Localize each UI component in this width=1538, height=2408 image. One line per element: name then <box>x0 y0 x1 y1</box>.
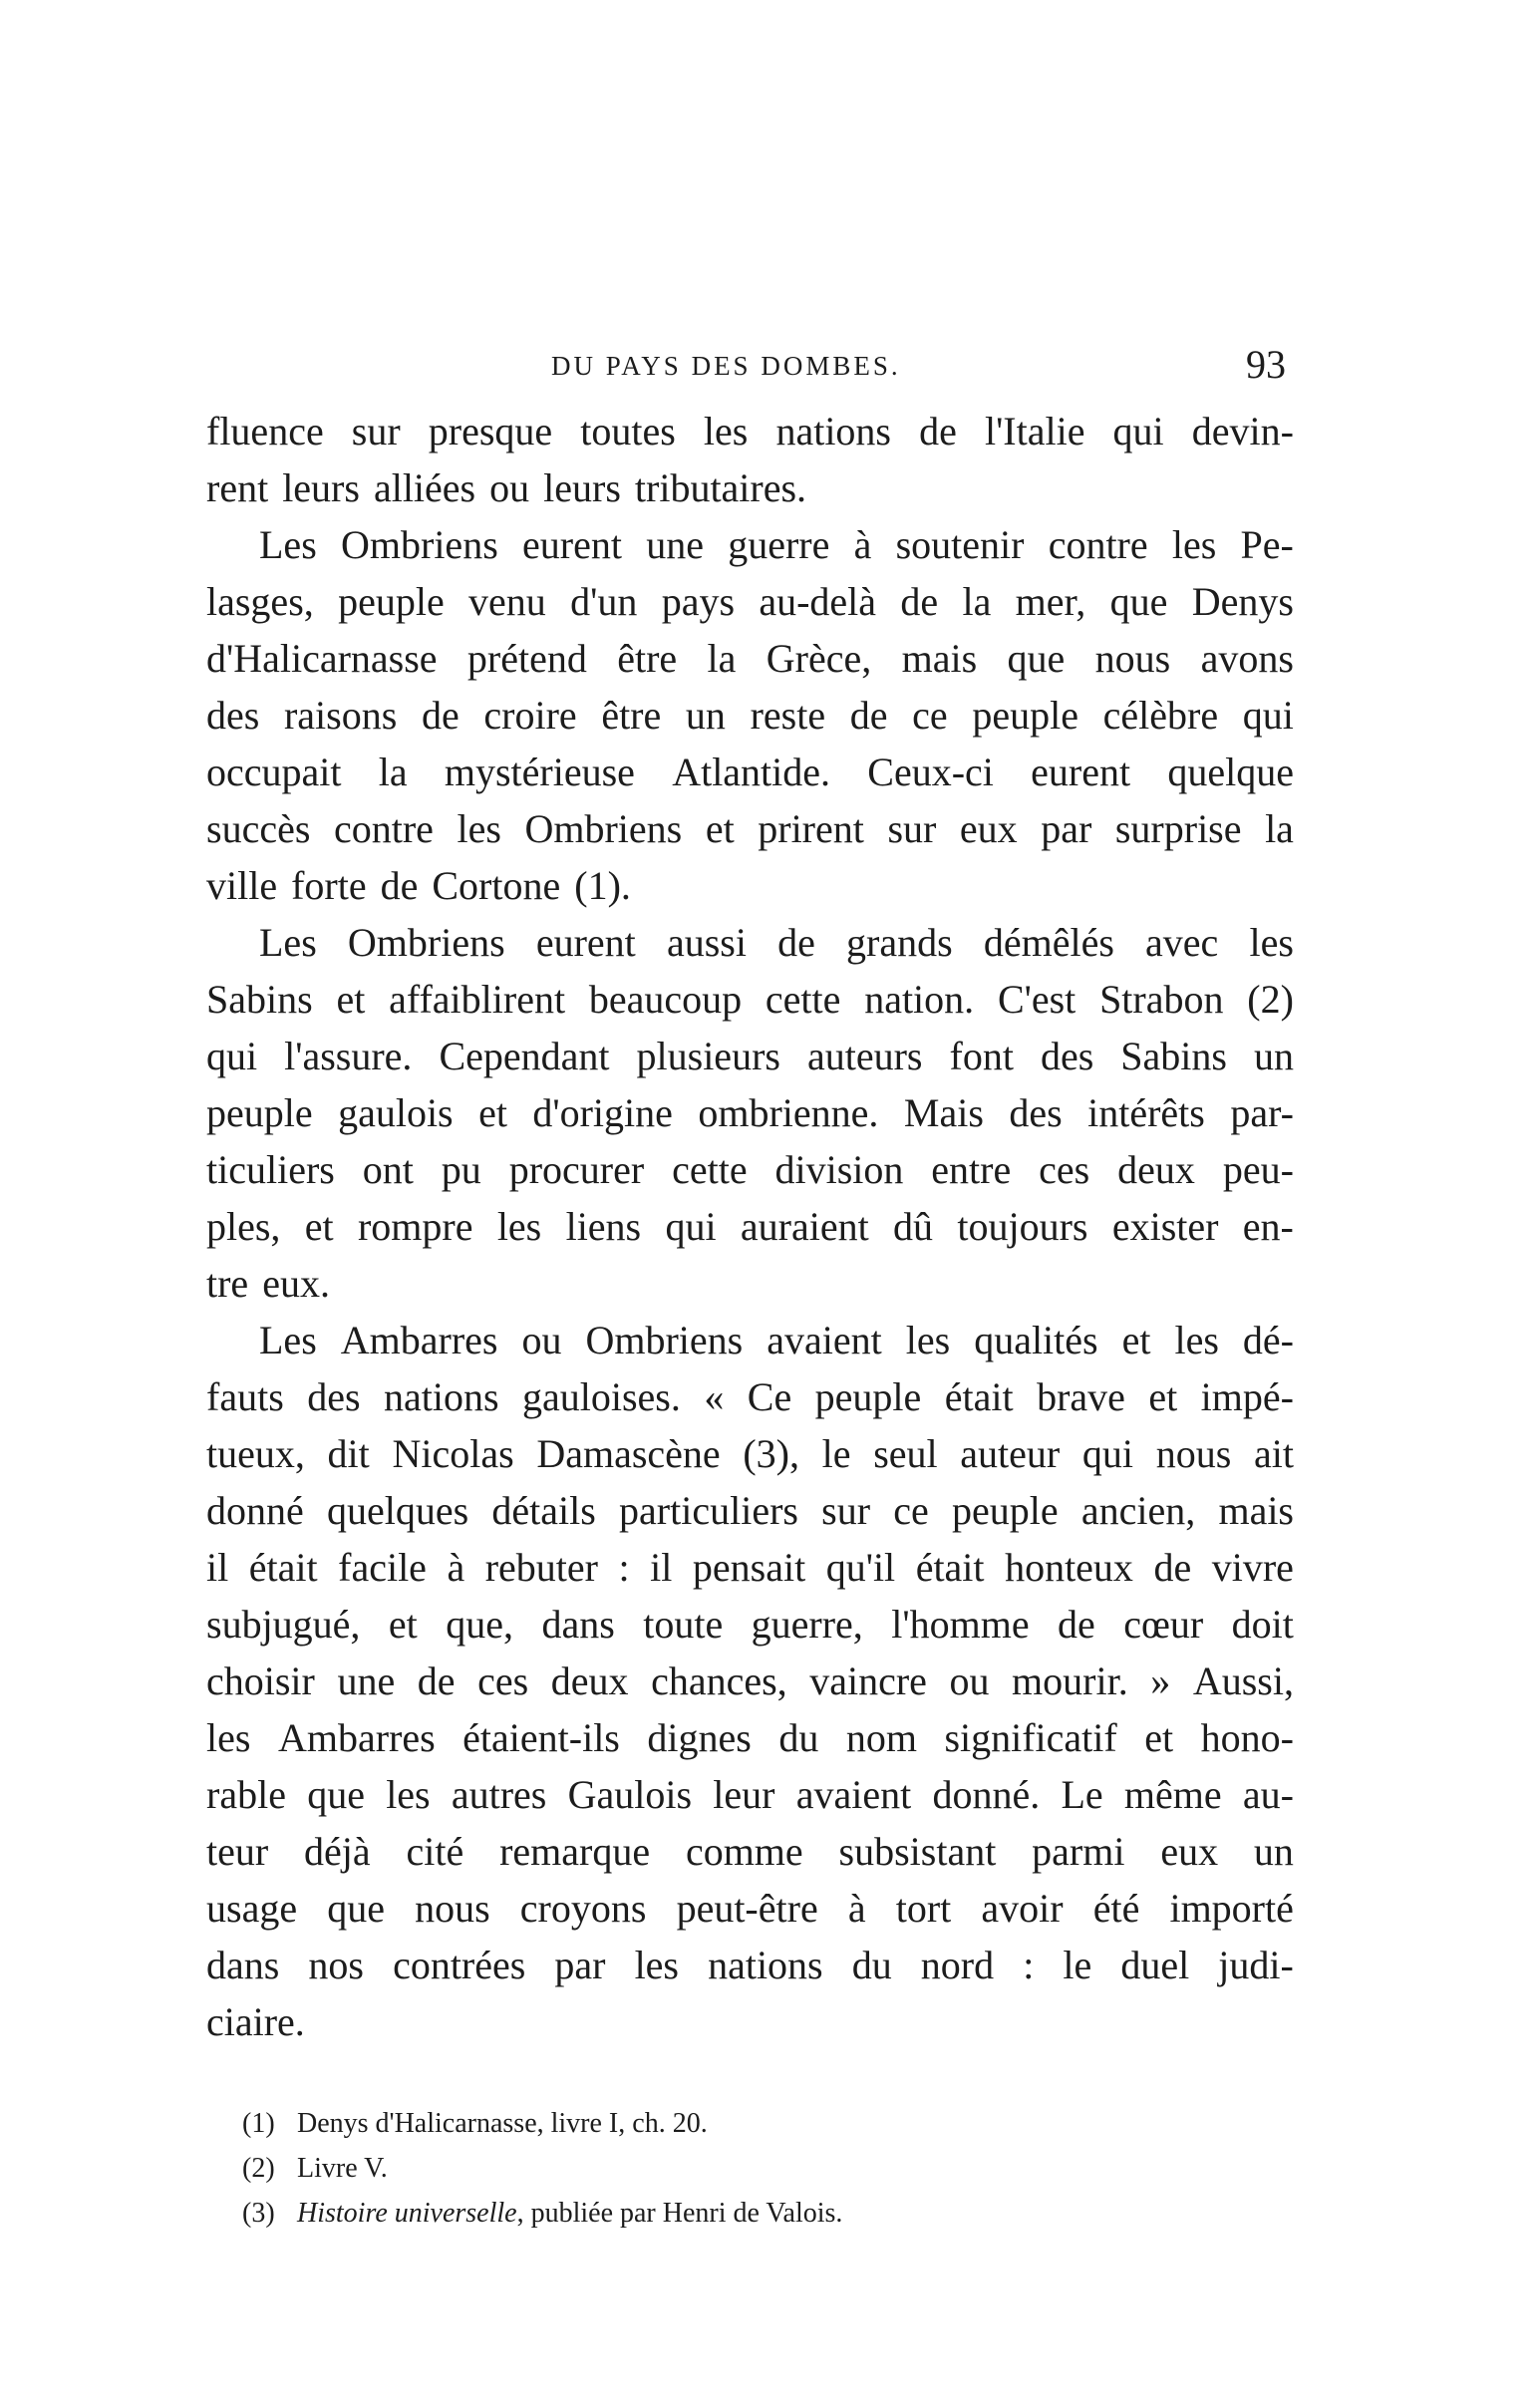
footnote <box>242 2146 1139 2191</box>
text-line: donné quelques détails particuliers sur ce peuple ancien, mais <box>206 1488 1294 1533</box>
text-line: rent leurs alliées ou leurs tributaires. <box>206 465 807 510</box>
text-line: fauts des nations gauloises. « Ce peuple était brave et impé- <box>206 1374 1294 1419</box>
footnote-text: Denys d'Halicarnasse, livre I, ch. 20. <box>297 2108 708 2139</box>
footnote-marker: (3) <box>242 2198 275 2229</box>
text-line: il était facile à rebuter : il pensait qu'il était honteux de vivre <box>206 1545 1294 1590</box>
text-line: tueux, dit Nicolas Damascène (3), le seul auteur qui nous ait <box>206 1431 1294 1476</box>
footnote-marker: (2) <box>242 2153 275 2184</box>
text-line: ples, et rompre les liens qui auraient dû toujours exister en- <box>206 1204 1294 1249</box>
text-line: Sabins et affaiblirent beaucoup cette nation. C'est Strabon (2) <box>206 977 1294 1022</box>
text-line: rable que les autres Gaulois leur avaient donné. Le même au- <box>206 1772 1294 1817</box>
text-line: ticuliers ont pu procurer cette division entre ces deux peu- <box>206 1147 1294 1192</box>
footnote-title: Histoire universelle <box>297 2198 517 2229</box>
text-line: les Ambarres étaient-ils dignes du nom significatif et hono- <box>206 1715 1294 1760</box>
footnote-marker: (1) <box>242 2108 275 2139</box>
text-line: lasges, peuple venu d'un pays au-delà de la mer, que Denys <box>206 579 1294 624</box>
text-line: tre eux. <box>206 1261 330 1306</box>
text-line: ville forte de Cortone (1). <box>206 863 631 908</box>
paragraph <box>206 403 1294 516</box>
text-line: Les Ambarres ou Ombriens avaient les qualités et les dé- <box>259 1318 1294 1362</box>
footnote <box>242 2191 1139 2236</box>
text-line: Les Ombriens eurent aussi de grands démêlés avec les <box>259 920 1294 965</box>
footnotes <box>242 2101 1139 2236</box>
page-number: 93 <box>1246 342 1286 387</box>
paragraph <box>206 914 1294 1312</box>
text-line: fluence sur presque toutes les nations de l'Italie qui devin- <box>206 409 1294 453</box>
paragraph <box>206 1312 1294 2050</box>
text-line: ciaire. <box>206 1999 305 2044</box>
text-line: des raisons de croire être un reste de ce peuple célèbre qui <box>206 693 1294 738</box>
footnote-text: , publiée par Henri de Valois. <box>516 2198 843 2229</box>
running-header <box>0 339 1538 399</box>
text-line: succès contre les Ombriens et prirent sur eux par surprise la <box>206 806 1294 851</box>
text-line: usage que nous croyons peut-être à tort avoir été importé <box>206 1886 1294 1931</box>
footnote <box>242 2101 1139 2146</box>
text-line: peuple gaulois et d'origine ombrienne. Mais des intérêts par- <box>206 1090 1294 1135</box>
text-line: qui l'assure. Cependant plusieurs auteurs font des Sabins un <box>206 1034 1294 1078</box>
running-title: DU PAYS DES DOMBES. <box>551 351 901 381</box>
text-line: choisir une de ces deux chances, vaincre ou mourir. » Aussi, <box>206 1658 1294 1703</box>
body-text <box>206 403 1294 2050</box>
text-line: Les Ombriens eurent une guerre à soutenir contre les Pe- <box>259 522 1294 567</box>
text-line: occupait la mystérieuse Atlantide. Ceux-ci eurent quelque <box>206 750 1294 794</box>
text-line: subjugué, et que, dans toute guerre, l'homme de cœur doit <box>206 1602 1294 1647</box>
footnote-text: Livre V. <box>297 2153 388 2184</box>
text-line: d'Halicarnasse prétend être la Grèce, mais que nous avons <box>206 636 1294 681</box>
paragraph <box>206 516 1294 914</box>
text-line: teur déjà cité remarque comme subsistant parmi eux un <box>206 1829 1294 1874</box>
text-line: dans nos contrées par les nations du nord : le duel judi- <box>206 1943 1294 1987</box>
